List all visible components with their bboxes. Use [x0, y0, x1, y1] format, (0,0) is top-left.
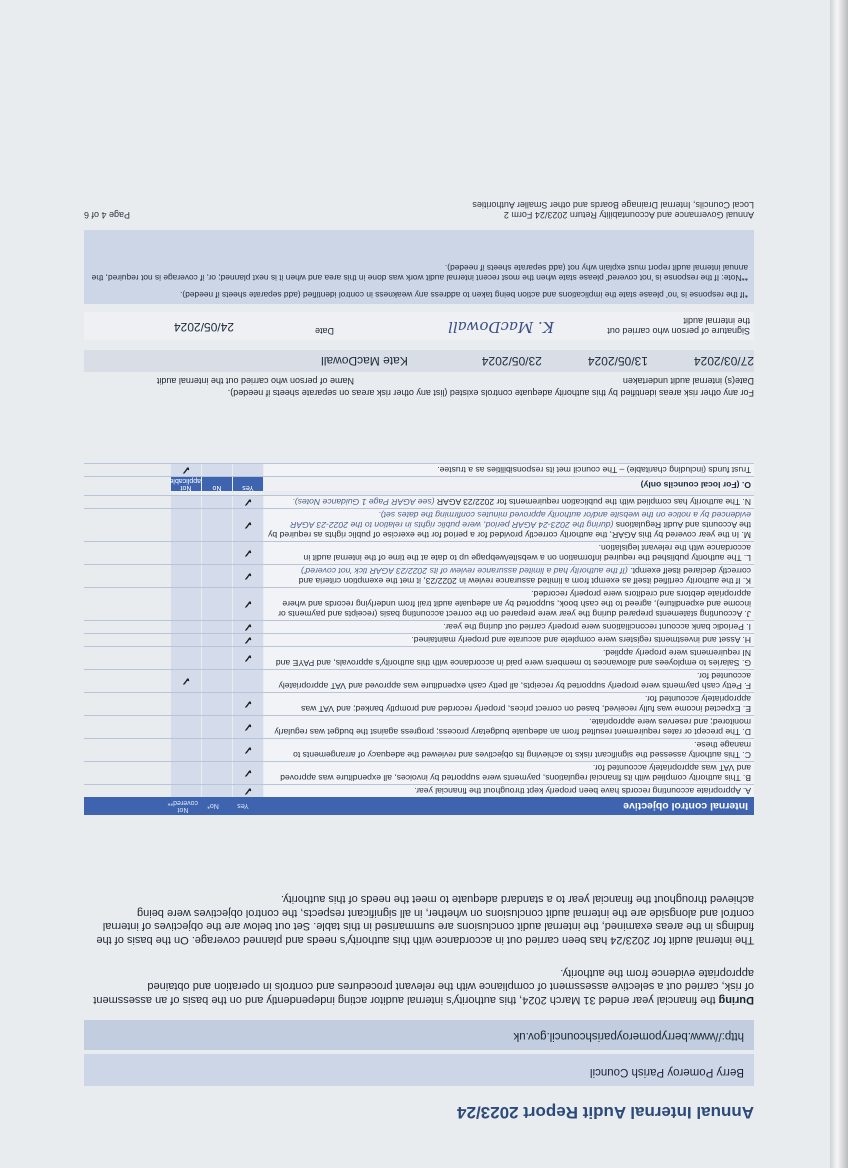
- col-not-covered: Not covered**: [167, 799, 198, 813]
- audit-date-3: 23/05/2024: [481, 354, 542, 368]
- authority-name: Berry Pomeroy Parish Council: [589, 1066, 744, 1078]
- tick-mark: ✓: [243, 720, 253, 733]
- answer-box-yes: [233, 588, 263, 620]
- objective-text: [264, 496, 754, 508]
- objective-row: [84, 495, 754, 508]
- answer-box-no: [202, 542, 232, 564]
- objective-statement: A. Appropriate accounting records have been properly kept throughout the financial year.: [414, 786, 751, 796]
- answer-box-no: [202, 716, 232, 738]
- signature-label: Signature of person who carried out the internal audit: [607, 316, 750, 336]
- objective-statement: F. Petty cash payments were properly supported by receipts, all petty cash expenditure was approved and VAT appropriately accounted for.: [278, 671, 751, 691]
- audit-date-2: 13/05/2024: [587, 354, 648, 368]
- answer-box-yes: [233, 762, 263, 784]
- answer-box-yes: [233, 565, 263, 587]
- answer-box-yes: [233, 785, 263, 797]
- audit-report-page: [42, 120, 754, 1130]
- objective-statement: L. The authority published the required information on a website/webpage up to date at the time of the internal audit in accordance with the relevant legislation.: [303, 543, 751, 563]
- answer-box-yes: [233, 496, 263, 508]
- answer-box-not-covered: [171, 785, 201, 797]
- objective-text: [264, 634, 754, 646]
- objective-row: [84, 669, 754, 692]
- auditor-name: Kate MacDowall: [321, 354, 408, 368]
- page-number: Page 4 of 6: [84, 210, 131, 220]
- tick-mark: ✓: [243, 651, 253, 664]
- o-col-not-applicable: Not applicable: [169, 477, 201, 491]
- page-edge-shadow: [830, 0, 848, 1168]
- tick-mark: ✓: [243, 597, 253, 610]
- footnote-not-covered: **Note: If the response is 'not covered' please state when the most recent internal audit work was done in this area and when it is next planned; or, if coverage is not required, the annual internal audit report must explain why not (add separate sheets if needed).: [91, 263, 748, 284]
- answer-box-yes: [233, 647, 263, 669]
- objective-text: [264, 716, 754, 738]
- objective-row: [84, 633, 754, 646]
- objective-text: [264, 670, 754, 692]
- authority-website-band: [84, 1020, 754, 1050]
- answer-box-not-covered: [171, 588, 201, 620]
- answer-box-no: [202, 670, 232, 692]
- col-yes: Yes: [237, 802, 249, 810]
- answer-box-not-covered: [171, 739, 201, 761]
- answer-box-not-covered: [171, 693, 201, 715]
- footnote-no: *If the response is 'no' please state the implications and action being taken to address any weakness in control identified (add separate sheets if needed).: [180, 290, 748, 300]
- answer-box-not-covered: [171, 621, 201, 633]
- objective-guidance: (during the 2023-24 AGAR period, were public rights in relation to the 2022-23 AGAR evidenced by a notice on the website and/or authority approved minutes confirming the dates set).: [290, 510, 751, 530]
- objective-o-text: Trust funds (including charitable) – The council met its responsibilities as a trustee.: [264, 464, 754, 476]
- tick-mark: ✓: [243, 784, 253, 797]
- answer-box-no: [202, 647, 232, 669]
- objective-row: [84, 692, 754, 715]
- answer-box-no: [202, 565, 232, 587]
- footer-line-1: Annual Governance and Accountability Return 2023/24 Form 2: [503, 210, 754, 220]
- objective-text: [264, 542, 754, 564]
- answer-box-no: [202, 739, 232, 761]
- answer-box-not-covered: [171, 716, 201, 738]
- answer-box-no: [202, 634, 232, 646]
- internal-control-table: [84, 463, 754, 815]
- answer-box-yes: [233, 716, 263, 738]
- o-col-yes: Yes: [233, 477, 263, 491]
- answer-box-yes: [233, 509, 263, 541]
- signed-date: 24/05/2024: [173, 320, 234, 334]
- answer-box-not-covered: [171, 762, 201, 784]
- objective-row: [84, 564, 754, 587]
- objective-row: [84, 761, 754, 784]
- objective-statement: H. Asset and investments registers were complete and accurate and properly maintained.: [411, 635, 751, 645]
- objective-statement: G. Salaries to employees and allowances to members were paid in accordance with this authority's approvals, and PAYE and NI requirements were properly applied.: [275, 648, 751, 668]
- intro-text-1: the financial year ended 31 March 2024, this authority's internal auditor acting independently and on the basis of an assessment of risk, carried out a selective assessment of compliance with the relevant procedures and controls in operation and obtained appropriate evidence from the authority.: [93, 967, 754, 1006]
- objective-statement: M. In the year covered by this AGAR, the authority correctly provided for a period for the exercise of public rights as required by the Accounts and Audit Regulations: [268, 520, 751, 540]
- answer-box-yes: [233, 693, 263, 715]
- audit-dates-row: [84, 350, 754, 372]
- answer-box-not-covered: [171, 509, 201, 541]
- answer-box-not-covered: [171, 496, 201, 508]
- tick-mark: ✓: [243, 697, 253, 710]
- authority-website: http://www.berrypomeroyparishcouncil.gov.uk: [513, 1030, 744, 1042]
- dates-label: Date(s) internal audit undertaken: [622, 376, 754, 386]
- objective-statement: J. Accounting statements prepared during the year were prepared on the correct accounting basis (receipts and payments or income and expenditure), agreed to the cash book, supported by an adequate audit trail from underlying records and where appropriate debtors and creditors were properly recorded.: [278, 589, 751, 619]
- objective-guidance: (see AGAR Page 1 Guidance Notes).: [292, 497, 435, 507]
- objective-rows: [84, 495, 754, 797]
- objective-text: [264, 588, 754, 620]
- objective-text: [264, 509, 754, 541]
- objective-row: [84, 738, 754, 761]
- o-na-box: [171, 464, 201, 476]
- tick-mark: ✓: [243, 743, 253, 756]
- objective-o-row: [84, 463, 754, 476]
- o-no-box: [202, 464, 232, 476]
- signature-row: [84, 312, 754, 340]
- answer-box-no: [202, 496, 232, 508]
- objective-text: [264, 693, 754, 715]
- tick-mark: ✓: [243, 569, 253, 582]
- auditor-signature: K. MacDowall: [448, 318, 554, 336]
- objective-statement: D. The precept or rates requirement resulted from an adequate budgetary process; progress against the budget was regularly monitored; and reserves were appropriate.: [274, 717, 751, 737]
- intro-lead-word: During: [718, 994, 754, 1006]
- authority-name-band: [84, 1054, 754, 1086]
- objective-text: [264, 762, 754, 784]
- answer-box-yes: [233, 621, 263, 633]
- answer-box-yes: [233, 739, 263, 761]
- answer-box-no: [202, 588, 232, 620]
- objective-row: [84, 541, 754, 564]
- answer-box-no: [202, 509, 232, 541]
- tick-mark: ✓: [243, 620, 253, 633]
- answer-box-not-covered: [171, 565, 201, 587]
- answer-box-not-covered: [171, 670, 201, 692]
- objective-guidance: (If the authority had a limited assurance review of its 2022/23 AGAR tick 'not covered'): [300, 566, 628, 576]
- objective-text: [264, 565, 754, 587]
- table-header-title: Internal control objective: [623, 800, 748, 812]
- answer-box-no: [202, 693, 232, 715]
- objective-text: [264, 621, 754, 633]
- answer-box-not-covered: [171, 542, 201, 564]
- intro-paragraph-1: [92, 966, 754, 1007]
- answer-box-yes: [233, 542, 263, 564]
- audit-date-1: 27/03/2024: [693, 354, 754, 368]
- objective-row: [84, 587, 754, 620]
- answer-box-no: [202, 785, 232, 797]
- objective-text: [264, 647, 754, 669]
- objective-row: [84, 784, 754, 797]
- tick-mark: ✓: [243, 766, 253, 779]
- answer-box-no: [202, 762, 232, 784]
- tick-mark: ✓: [243, 633, 253, 646]
- answer-box-no: [202, 621, 232, 633]
- tick-mark: ✓: [243, 546, 253, 559]
- objective-text: [264, 739, 754, 761]
- objective-row: [84, 620, 754, 633]
- answer-box-yes: [233, 670, 263, 692]
- intro-paragraph-2: The internal audit for 2023/24 has been carried out in accordance with this authority's needs and planned coverage. On the basis of the findings in the areas examined, the internal audit conclusions are summarised in this table. Set out below are the objectives of internal control and alongside are the internal audit conclusions on whether, in all significant respects, the control objectives were being achieved throughout the financial year to a standard adequate to meet the needs of this authority.: [96, 893, 754, 946]
- objective-statement: E. Expected income was fully received, based on correct prices, properly recorded and promptly banked; and VAT was appropriately accounted for.: [301, 694, 751, 714]
- objective-statement: B. This authority complied with its financial regulations, payments were supported by invoices, all expenditure was approved and VAT was appropriately accounted for.: [280, 763, 751, 783]
- o-col-no: No: [202, 477, 232, 491]
- objective-o-title: O. (For local councils only): [264, 477, 754, 491]
- objective-text: [264, 785, 754, 797]
- answer-box-yes: [233, 634, 263, 646]
- table-header: [84, 797, 754, 815]
- page-footer: [84, 200, 754, 220]
- auditor-name-label: Name of person who carried out the internal audit: [156, 376, 354, 386]
- objective-row: [84, 715, 754, 738]
- objective-statement: I. Periodic bank account reconciliations were properly carried out during the year.: [443, 622, 751, 632]
- footer-line-2: Local Councils, Internal Drainage Boards and other Smaller Authorities: [472, 200, 754, 210]
- tick-mark: ✓: [243, 518, 253, 531]
- answer-box-not-covered: [171, 647, 201, 669]
- objective-row: [84, 646, 754, 669]
- other-risks-text: For any other risk areas identified by this authority adequate controls existed (list any other risk areas on separate sheets if needed).: [227, 388, 754, 398]
- tick-mark: ✓: [181, 463, 191, 476]
- objective-o-header: [84, 476, 754, 491]
- report-title: Annual Internal Audit Report 2023/24: [457, 1103, 754, 1122]
- col-no: No*: [207, 802, 219, 810]
- date-label: Date: [314, 326, 334, 336]
- objective-statement: C. This authority assessed the significant risks to achieving its objectives and reviewed the adequacy of arrangements to manage these.: [293, 740, 751, 760]
- tick-mark: ✓: [243, 495, 253, 508]
- footnotes-box: [84, 230, 754, 304]
- o-yes-box: [233, 464, 263, 476]
- objective-statement: K. If the authority certified itself as exempt from a limited assurance review in 2022/23, it met the exemption criteria and correctly declared itself exempt.: [298, 566, 751, 586]
- tick-mark: ✓: [181, 674, 191, 687]
- objective-row: [84, 508, 754, 541]
- answer-box-not-covered: [171, 634, 201, 646]
- objective-statement: N. The authority has complied with the publication requirements for 2022/23 AGAR: [436, 497, 751, 507]
